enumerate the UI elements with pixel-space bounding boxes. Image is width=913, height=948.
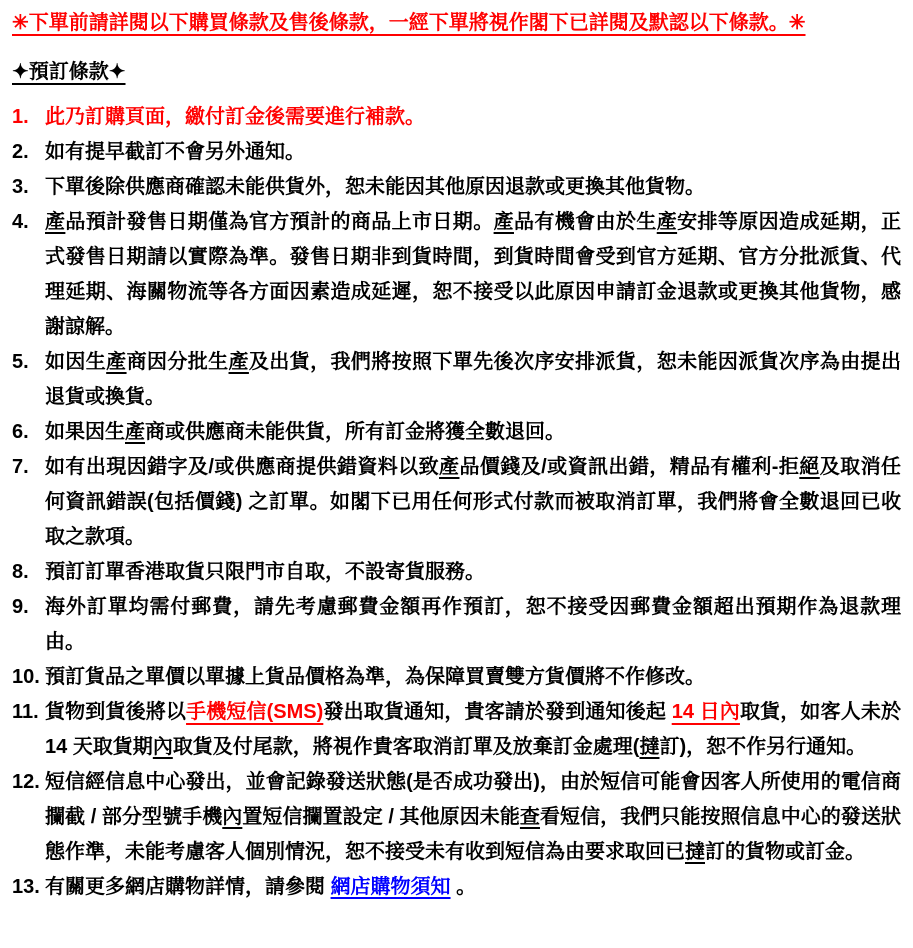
term-text-segment: 有關更多網店購物詳情，請參閱 — [45, 876, 331, 898]
section-title-text: ✦預訂條款✦ — [12, 61, 126, 83]
term-text-segment: 。 — [450, 876, 477, 898]
marked-char: 撻 — [639, 736, 660, 758]
marked-char: 產 — [106, 351, 127, 373]
term-text-segment: 取貨，如客人未於 14 天取貨期 — [45, 701, 901, 758]
term-item-8 — [12, 555, 903, 590]
shop-guide-link[interactable]: 網店購物須知 — [330, 876, 451, 898]
marked-char: 產 — [45, 211, 66, 233]
term-text-segment: 如果因生 — [45, 421, 125, 443]
purchase-notice-heading — [12, 6, 903, 41]
term-number: 13. — [12, 876, 40, 898]
marked-char: 內 — [152, 736, 173, 758]
term-text-segment: 取貨及付尾款，將視作貴客取消訂單及放棄訂金處理( — [172, 736, 640, 758]
term-text-segment: 置短信攔置設定 / 其他原因未能 — [242, 806, 520, 828]
term-text-segment: 品價錢及/或資訊出錯，精品有權利-拒 — [459, 456, 800, 478]
marked-char: 絕 — [799, 456, 820, 478]
term-number: 8. — [12, 561, 29, 583]
terms-list — [12, 100, 903, 905]
term-text-segment: 訂的貨物或訂金。 — [705, 841, 865, 863]
term-text — [45, 345, 903, 415]
term-text-segment: 品預計發售日期僅為官方預計的商品上市日期。 — [65, 211, 494, 233]
term-text-segment: 短信經信息中心發出，並會記錄發送狀態(是否成功發出)，由於短信可能會因客人所使用的電信商攔截 / 部分型號手機 — [45, 771, 901, 828]
term-item-11 — [12, 695, 903, 765]
term-text — [45, 135, 903, 170]
marked-char: 產 — [125, 421, 145, 443]
marked-char: 內 — [222, 806, 243, 828]
marked-char: 產 — [656, 211, 678, 233]
term-text — [45, 170, 903, 205]
term-text — [45, 660, 903, 695]
term-text-segment: 品有機會由於生 — [513, 211, 657, 233]
term-item-4 — [12, 205, 903, 345]
term-number: 2. — [12, 141, 29, 163]
term-text — [45, 765, 903, 870]
term-number: 1. — [12, 106, 29, 128]
marked-char: 撻 — [685, 841, 705, 863]
term-number: 10. — [12, 666, 40, 688]
term-number: 5. — [12, 351, 29, 373]
term-text-segment: 及出貨，我們將按照下單先後次序安排派貨，恕未能因派貨次序為由提出退貨或換貨。 — [45, 351, 902, 408]
term-number: 11. — [12, 701, 39, 723]
term-item-13 — [12, 870, 903, 905]
term-item-7 — [12, 450, 903, 555]
term-number: 6. — [12, 421, 29, 443]
term-text — [45, 870, 903, 905]
term-text-segment: 發出取貨通知，貴客請於發到通知後起 — [323, 701, 672, 723]
term-text — [45, 100, 903, 135]
term-item-6 — [12, 415, 903, 450]
term-item-12 — [12, 765, 903, 870]
term-item-2 — [12, 135, 903, 170]
term-text-segment: 商或供應商未能供貨，所有訂金將獲全數退回。 — [145, 421, 565, 443]
marked-char: 產 — [439, 456, 460, 478]
section-title-preorder-terms — [12, 55, 903, 90]
term-item-10 — [12, 660, 903, 695]
term-text-segment: 預訂訂單香港取貨只限門市自取，不設寄貨服務。 — [45, 561, 485, 583]
marked-char: 查 — [519, 806, 540, 828]
term-text-segment: 下單後除供應商確認未能供貨外，恕未能因其他原因退款或更換其他貨物。 — [45, 176, 705, 198]
term-text-segment: 安排等原因造成延期，正式發售日期請以實際為準。發售日期非到貨時間，到貨時間會受到官方延期、官方分批派貨、代理延期、海關物流等各方面因素造成延遲，恕不接受以此原因申請訂金退款或更換其他貨物，感謝諒解。 — [45, 211, 902, 338]
term-text-segment: 商因分批生 — [126, 351, 229, 373]
term-item-3 — [12, 170, 903, 205]
marked-char: 產 — [228, 351, 249, 373]
term-text — [45, 415, 903, 450]
marked-char: 產 — [493, 211, 514, 233]
term-text-segment: 如有提早截訂不會另外通知。 — [45, 141, 305, 163]
term-item-9 — [12, 590, 903, 660]
term-text-segment: 看短信，我們只能按照信息中心的發送狀態作準，未能考慮客人個別情況，恕不接受未有收到短信為由要求取回已 — [45, 806, 902, 863]
term-number: 4. — [12, 211, 29, 233]
term-text-segment: 訂)，恕不作另行通知。 — [659, 736, 867, 758]
term-text-segment: 如有出現因錯字及/或供應商提供錯資料以致 — [45, 456, 440, 478]
term-text-segment: 預訂貨品之單價以單據上貨品價格為準，為保障買賣雙方貨價將不作修改。 — [45, 666, 705, 688]
purchase-notice-text: ✳下單前請詳閱以下購買條款及售後條款，一經下單將視作閣下已詳閱及默認以下條款。✳ — [12, 12, 806, 34]
term-text-segment: 海外訂單均需付郵費，請先考慮郵費金額再作預訂，恕不接受因郵費金額超出預期作為退款理由。 — [45, 596, 901, 653]
term-number: 9. — [12, 596, 29, 618]
term-text — [45, 450, 903, 555]
term-number: 3. — [12, 176, 29, 198]
term-text — [45, 695, 903, 765]
red-highlight-text: 14 日內 — [671, 701, 740, 723]
term-text-segment: 如因生 — [45, 351, 107, 373]
term-text — [45, 590, 903, 660]
term-text-segment: 及取消任何資訊錯誤(包括價錢) 之訂單。如閣下已用任何形式付款而被取消訂單，我們將會全數退回已收取之款項。 — [45, 456, 902, 548]
term-number: 7. — [12, 456, 29, 478]
red-highlight-text: 手機短信(SMS) — [186, 701, 324, 723]
term-text-segment: 貨物到貨後將以 — [45, 701, 187, 723]
term-text-segment: 此乃訂購頁面，繳付訂金後需要進行補款。 — [45, 106, 425, 128]
term-text — [45, 555, 903, 590]
term-number: 12. — [12, 771, 40, 793]
term-item-1 — [12, 100, 903, 135]
term-item-5 — [12, 345, 903, 415]
term-text — [45, 205, 903, 345]
